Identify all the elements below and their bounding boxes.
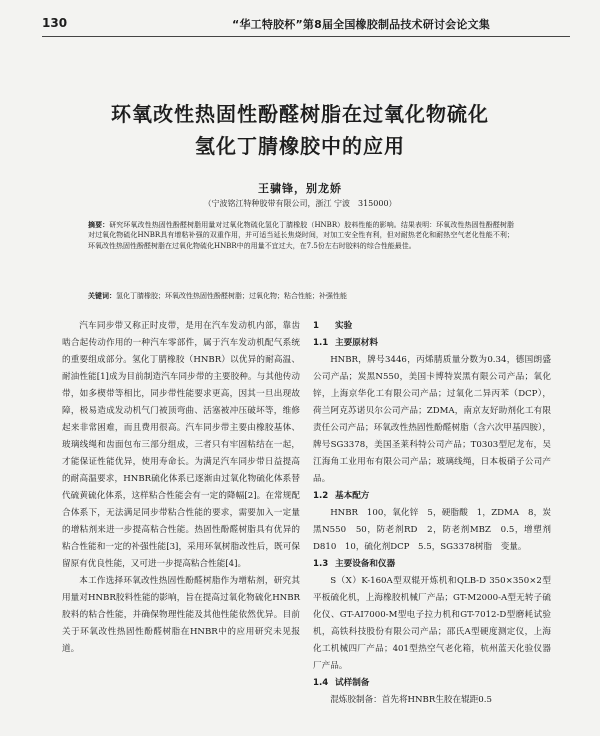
keywords-label: 关键词： [88, 291, 116, 300]
abstract-label: 摘要： [88, 220, 110, 229]
section-title: 基本配方 [335, 491, 370, 501]
section-1-1-heading [313, 335, 551, 352]
section-number: 1.1 [313, 338, 329, 348]
section-title: 主要原材料 [335, 338, 378, 348]
keywords [88, 291, 514, 301]
keywords-text: 氢化丁腈橡胶；环氧改性热固性酚醛树脂；过氧化物；粘合性能；补强性能 [116, 292, 347, 300]
paper-title-line-1: 环氧改性热固性酚醛树脂在过氧化物硫化 [111, 102, 489, 126]
section-number: 1 [313, 321, 319, 331]
section-title: 试样制备 [335, 678, 370, 688]
materials-paragraph: HNBR，牌号3446，丙烯腈质量分数为0.34，德国朗盛公司产品；炭黑N550，美国卡博特炭黑有限公司产品；氧化锌，上海京华化工有限公司产品；过氧化二异丙苯（DCP），荷兰阿克苏诺贝尔公司产品；ZDMA，南京友好助剂化工有限责任公司产品；环氧改性热固性酚醛树脂（含六次甲基四胺），牌号SG3378，美国圣莱科特公司产品；T0303型尼龙布，吴江海角工业用布有限公司产品；玻璃线绳，日本板硝子公司产品。 [313, 355, 551, 484]
section-1-3-heading [313, 556, 551, 573]
section-title: 主要设备和仪器 [335, 559, 396, 569]
section-1-2-heading [313, 488, 551, 505]
section-title: 实验 [335, 321, 353, 331]
intro-paragraph-1: 汽车同步带又称正时皮带，是用在汽车发动机内部，靠齿啮合起传动作用的一种汽车零部件，属于汽车发动机配气系统的重要组成部分。氢化丁腈橡胶（HNBR）以优异的耐高温、耐油性能[1]成为目前制造汽车同步带的主要胶种。与其他传动带，如多楔带等相比，同步带性能要求更高，因其一旦出现故障，极易造成发动机气门被顶弯曲、活塞被冲压破坏等，维修起来非常困难，而且费用很高。汽车同步带主要由橡胶基体、玻璃线绳和齿面包布三部分组成，三者只有牢固粘结在一起，才能保证性能优异，使用寿命长。为满足汽车同步带日益提高的耐高温要求，HNBR硫化体系已逐渐由过氧化物硫化体系替代硫黄硫化体系，这样粘合性能会有一定的降幅[2]。在常规配合体系下，无法满足同步带粘合性能的要求，需要加入一定量的增粘剂来进一步提高粘合性能。热固性酚醛树脂具有优异的粘合性能和一定的补强性能[3]，采用环氧树脂改性后，既可保留原有优良性能，又可进一步提高粘合性能[4]。 [62, 321, 300, 569]
section-1-4-heading [313, 675, 551, 692]
authors: 王骕锋，别龙娇 [258, 182, 342, 195]
left-column [62, 318, 300, 658]
right-column [313, 318, 551, 709]
page-header [42, 14, 570, 37]
abstract [88, 220, 514, 251]
section-number: 1.3 [313, 559, 329, 569]
abstract-text: 研究环氧改性热固性酚醛树脂用量对过氧化物硫化氢化丁腈橡胶（HNBR）胶料性能的影响。结果表明：环氧改性热固性酚醛树脂对过氧化物硫化HNBR具有增粘补强的双重作用，并可适当延长焦烧时间，对加工安全性有利，但对耐热老化和耐热空气老化性能不利；环氧改性热固性酚醛树脂在过氧化物硫化HNBR中的用量不宜过大，在7.5份左右时胶料的综合性能最佳。 [88, 221, 514, 250]
section-number: 1.2 [313, 491, 329, 501]
running-head: “华工特胶杯”第8届全国橡胶制品技术研讨会论文集 [232, 18, 490, 31]
intro-paragraph-2: 本工作选择环氧改性热固性酚醛树脂作为增粘剂，研究其用量对HNBR胶料性能的影响，旨在提高过氧化物硫化HNBR胶料的粘合性能，并确保物理性能及其他性能依然优异。目前关于环氧改性热固性酚醛树脂在HNBR中的应用研究未见报道。 [62, 576, 300, 654]
paper-title-line-2: 氢化丁腈橡胶中的应用 [195, 134, 405, 158]
section-number: 1.4 [313, 678, 329, 688]
sample-prep-paragraph: 混炼胶制备：首先将HNBR生胶在辊距0.5 [330, 695, 492, 705]
formulation-paragraph: HNBR 100，氧化锌 5，硬脂酸 1，ZDMA 8，炭黑N550 50，防老剂RD 2，防老剂MBZ 0.5，增塑剂D810 10，硫化剂DCP 5.5，SG3378树脂 变量。 [313, 508, 551, 552]
page-number: 130 [42, 16, 68, 30]
affiliation: （宁波铭江特种胶带有限公司，浙江 宁波 315000） [203, 199, 397, 208]
section-1-heading [313, 318, 551, 335]
equipment-paragraph: S（X）K-160A型双辊开炼机和QLB-D 350×350×2型平板硫化机，上海橡胶机械厂产品；GT-M2000-A型无转子硫化仪、GT-AI7000-M型电子拉力机和GT-7012-D型磨耗试验机，高铁科技股份有限公司产品；邵氏A型硬度测定仪，上海化工机械四厂产品；401型热空气老化箱，杭州蓝天化验仪器厂产品。 [313, 576, 551, 671]
